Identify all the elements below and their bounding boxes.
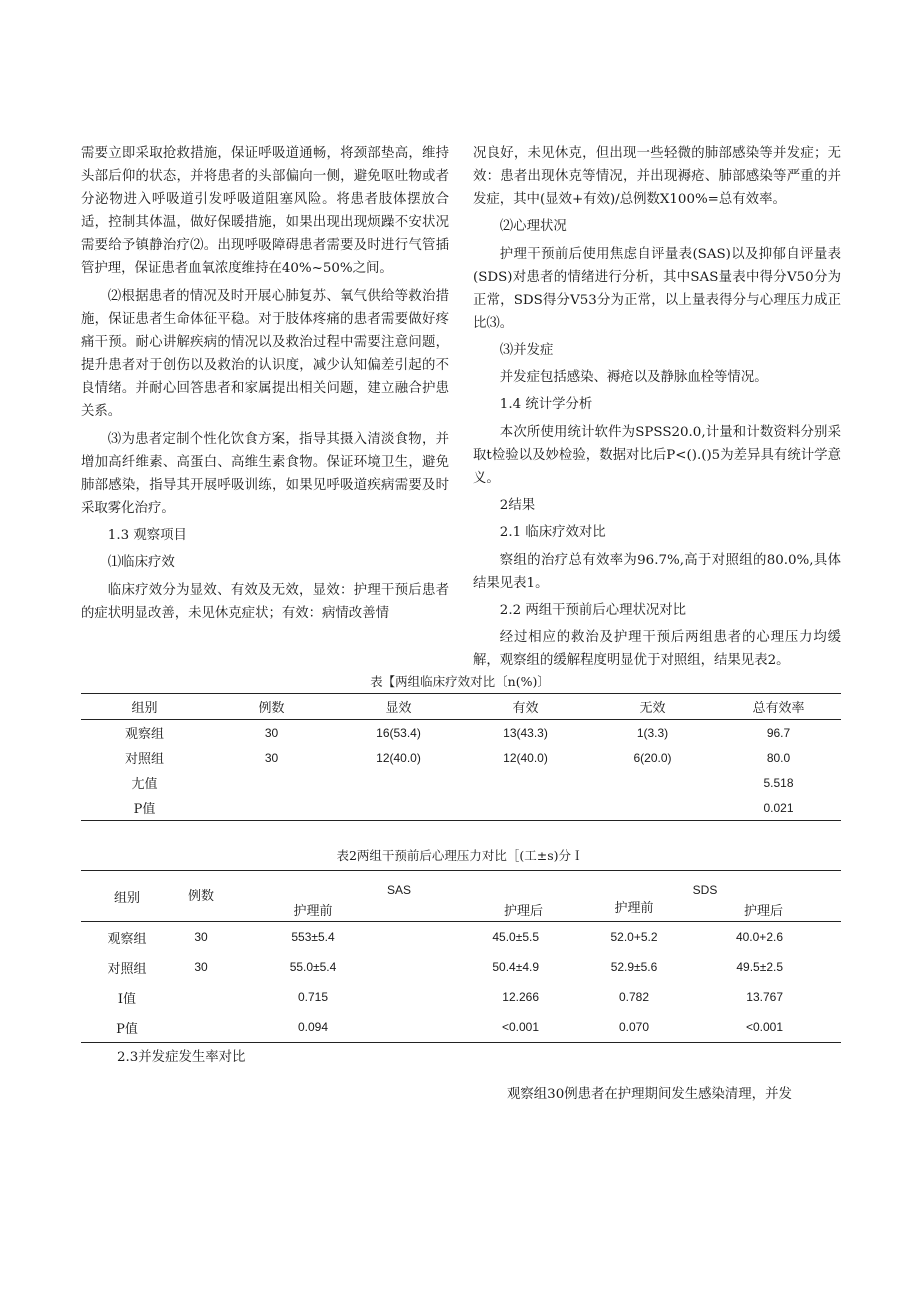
table2-cell: P值 [81,1012,173,1043]
table1-header-effective: 有效 [462,694,589,720]
table1-cell [335,770,462,795]
table1-cell: 13(43.3) [503,725,548,740]
table1-cell: 1(3.3) [636,725,669,740]
table1-cell: 尢值 [131,777,158,792]
table2-header-sds: SDS [569,871,841,898]
table2-subheader-sas-after: 护理后 [397,897,569,922]
table2-cell [173,982,229,1012]
table-row [81,745,841,770]
table1-cell: 80.0 [766,750,791,765]
table1-cell [335,795,462,821]
table-row [81,795,841,821]
table2-cell: I值 [117,991,137,1007]
table1-cell [589,795,716,821]
table2-cell: 52.0+5.2 [610,930,658,944]
table-row [81,1012,841,1043]
table2-cell: 13.767 [746,990,783,1004]
table2-cell: 对照组 [107,961,147,977]
table2-subheader-sas-before: 护理前 [229,897,397,922]
right-paragraph-psych-result: 经过相应的救治及护理干预后两组患者的心理压力均缓解，观察组的缓解程度明显优于对照组，结果见表2。 [473,630,841,668]
table1-cell: 96.7 [766,725,791,740]
table2-caption: 表2两组干预前后心理压力对比［(工±s)分Ｉ [336,848,584,863]
table2-cell: 49.5±2.5 [736,960,783,974]
section-heading-2-1: 2.1 临床疗效对比 [499,525,606,540]
right-paragraph-sas-sds: 护理干预前后使用焦虑自评量表(SAS)以及抑郁自评量表(SDS)对患者的情绪进行分析，其中SAS量表中得分V50分为正常，SDS得分V53分为正常，以上量表得分与心理压力成正比⑶。 [473,247,841,331]
left-column [81,142,449,625]
table2-cell: 0.715 [297,990,329,1004]
table2-header-sas: SAS [229,871,569,898]
table2-cell [173,1012,229,1043]
table1-cell: 30 [264,725,279,740]
table2-cell: 40.0+2.6 [735,930,783,944]
table2-cell: 52.9±5.6 [610,960,658,974]
subheading-complications: ⑶并发症 [499,343,554,358]
table-row [81,770,841,795]
table2-cell: 50.4±4.9 [492,960,539,974]
table2-cell: 0.094 [229,1012,397,1043]
table1-cell: 观察组 [124,727,164,742]
table2-cell: 0.782 [618,990,650,1004]
table2-cell: 0.070 [569,1012,699,1043]
table-row [81,720,841,746]
table1-caption: 表【两组临床疗效对比〔n(%)〕 [370,674,550,689]
table2-psych-pressure [81,870,841,1043]
table1-header-row [81,694,841,720]
table1-header-marked: 显效 [335,694,462,720]
right-paragraph-statistics: 本次所使用统计软件为SPSS20.0,计量和计数资料分别采取t检验以及妙检验，数据对比后P<().()5为差异具有统计学意义。 [473,425,841,486]
right-paragraph-1: 况良好，未见休克，但出现一些轻微的肺部感染等并发症；无效：患者出现休克等情况，并出现褥疮、肺部感染等严重的并发症，其中(显效+有效)/总例数X100%=总有效率。 [473,146,841,207]
table1-header-total-rate: 总有效率 [716,694,841,720]
section-heading-1-4: 1.4 统计学分析 [499,397,593,412]
table1-cell [462,795,589,821]
section-heading-1-3: 1.3 观察项目 [107,528,187,543]
left-paragraph-3: ⑶为患者定制个性化饮食方案，指导其摄入清淡食物，并增加高纤维素、高蛋白、高维生素食物。保证环境卫生，避免肺部感染，指导其开展呼吸训练，如果见呼吸道疾病需要及时采取雾化治疗。 [81,432,449,516]
table2-cell: 55.0±5.4 [289,960,337,974]
table1-cell: 12(40.0) [376,750,421,765]
table2-cell: 553±5.4 [291,930,335,944]
table1-cell: P值 [81,795,208,821]
section-heading-results: 2结果 [499,498,536,513]
table2-subheader-sds-before: 护理前 [569,897,699,922]
table2-cell: 45.0±5.5 [492,930,539,944]
table1-clinical-efficacy [81,693,841,821]
table1-cell [589,770,716,795]
table2-subheader-sds-after: 护理后 [699,897,841,922]
table1-cell [208,795,335,821]
table1-cell: 16(53.4) [376,725,421,740]
table1-cell: 6(20.0) [633,750,672,765]
table1-cell [462,770,589,795]
table1-cell [208,770,335,795]
table1-header-ineffective: 无效 [589,694,716,720]
table1-cell: 30 [264,750,279,765]
table2-header-group: 组别 [81,871,173,922]
table1-cell: 5.518 [763,775,794,790]
right-column [473,142,841,672]
section-heading-2-3: 2.3并发症发生率对比 [117,1050,246,1065]
table-row [81,922,841,953]
table2-header-row-1 [81,871,841,898]
table1-cell: 0.021 [716,795,841,821]
table2-cell: 30 [194,960,208,974]
left-paragraph-1: 需要立即采取抢救措施，保证呼吸道通畅，将颈部垫高，维持头部后仰的状态，并将患者的头部偏向一侧，避免呕吐物或者分泌物进入呼吸道引发呼吸道阻塞风险。将患者肢体摆放合适，控制其体温，做好保暖措施，如果出现出现烦躁不安状况需要给予镇静治疗⑵。出现呼吸障碍患者需要及时进行气管插管护理，保证患者血氧浓度维持在40%~50%之间。 [81,146,449,276]
left-paragraph-efficacy: 临床疗效分为显效、有效及无效，显效：护理干预后患者的症状明显改善，未见休克症状；有效：病情改善情 [81,583,449,621]
table2-cell: 观察组 [107,931,147,947]
table1-cell: 对照组 [124,752,164,767]
table2-header-count: 例数 [173,871,229,922]
table2-cell: <0.001 [699,1012,841,1043]
right-paragraph-efficacy-result: 察组的治疗总有效率为96.7%,高于对照组的80.0%,具体结果见表1。 [473,553,841,591]
table1-header-count: 例数 [208,694,335,720]
right-paragraph-complication-result: 观察组30例患者在护理期间发生感染清理，并发 [507,1087,792,1102]
subheading-psychology: ⑵心理状况 [499,219,567,234]
section-heading-2-2: 2.2 两组干预前后心理状况对比 [499,603,687,618]
right-paragraph-complications: 并发症包括感染、褥疮以及静脉血栓等情况。 [499,370,768,385]
table-row [81,982,841,1012]
table1-header-group: 组别 [81,694,208,720]
table-row [81,952,841,982]
table2-cell: 30 [194,930,208,944]
table2-cell: 12.266 [502,990,539,1004]
table1-cell: 12(40.0) [503,750,548,765]
subheading-clinical-efficacy: ⑴临床疗效 [107,555,175,570]
left-paragraph-2: ⑵根据患者的情况及时开展心肺复苏、氧气供给等救治措施，保证患者生命体征平稳。对于肢体疼痛的患者需要做好疼痛干预。耐心讲解疾病的情况以及救治过程中需要注意问题，提升患者对于创伤以及救治的认识度，减少认知偏差引起的不良情绪。并耐心回答患者和家属提出相关问题，建立融合护患关系。 [81,289,449,419]
table2-cell: <0.001 [397,1012,569,1043]
